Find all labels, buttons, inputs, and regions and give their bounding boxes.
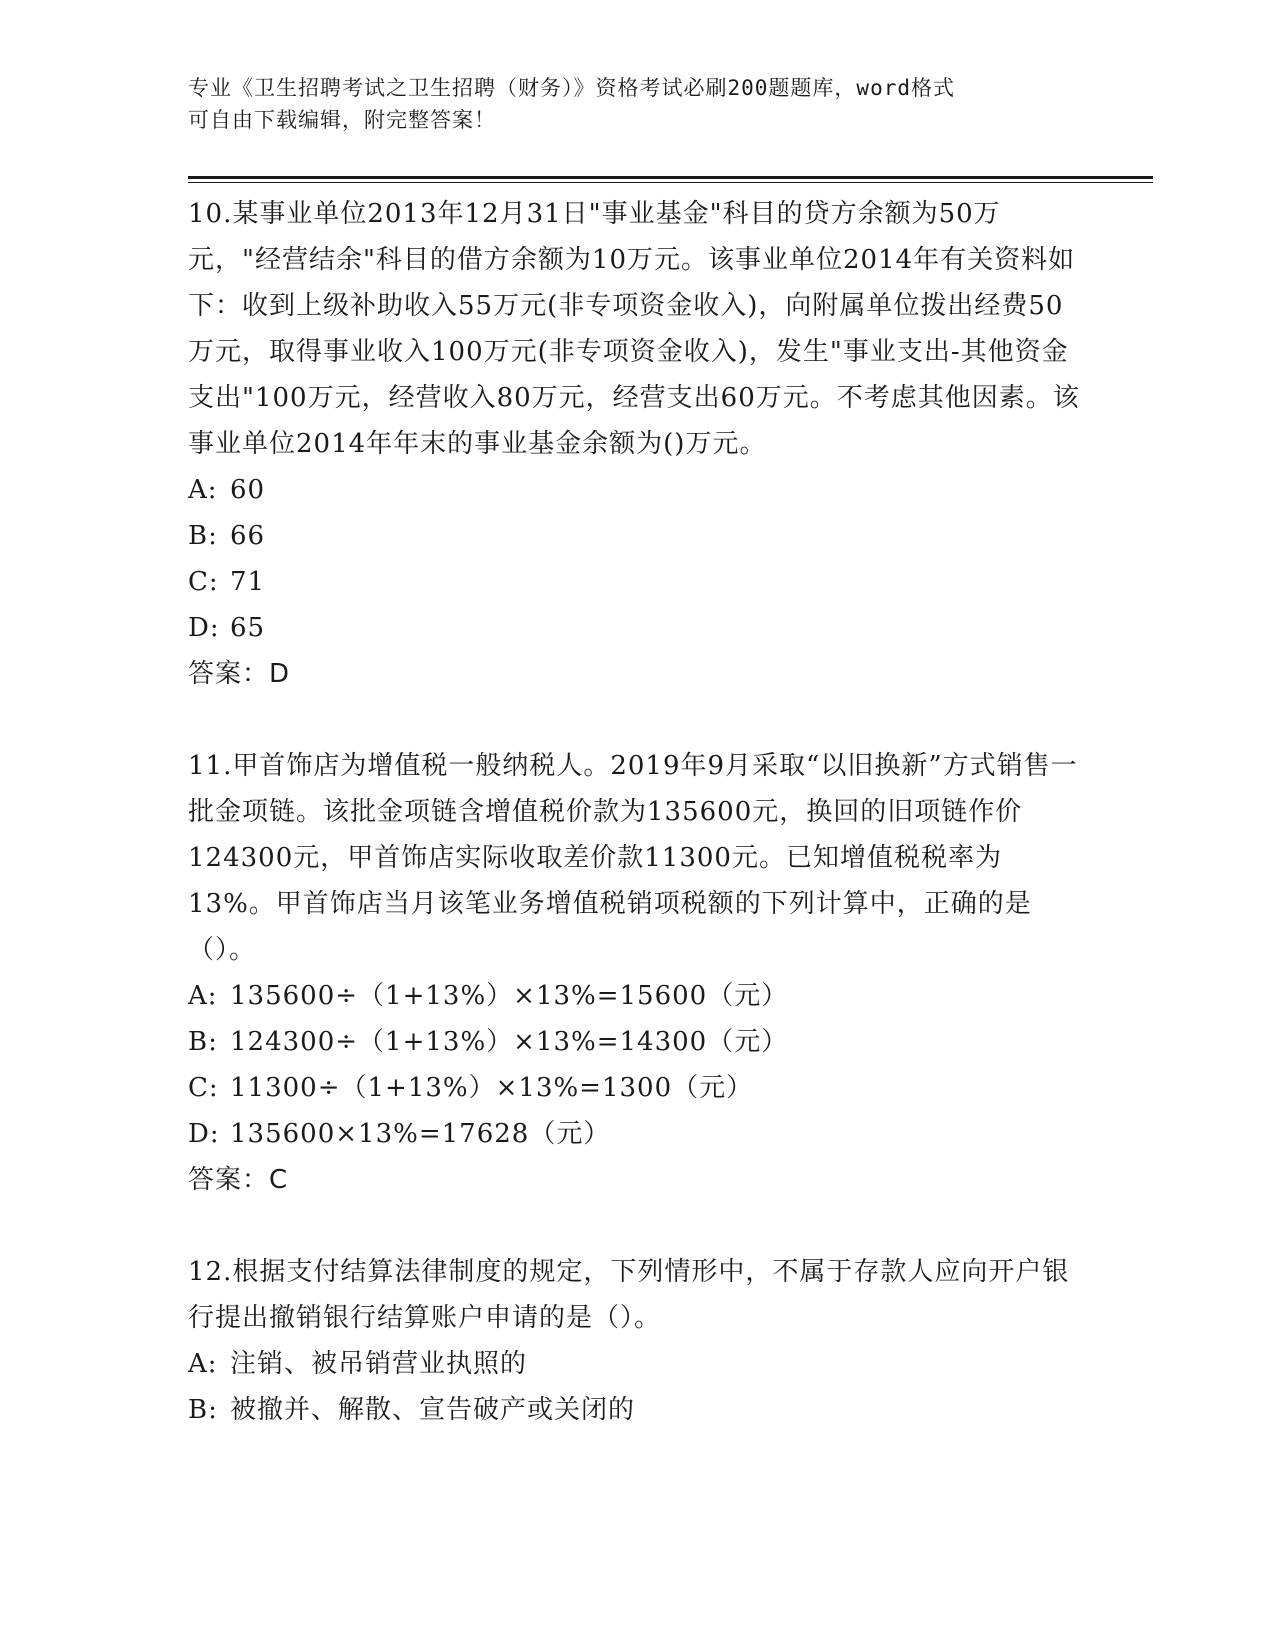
option-text: 66 [230,521,266,551]
question-text: 11.甲首饰店为增值税一般纳税人。2019年9月采取“以旧换新”方式销售一批金项链。该批金项链含增值税价款为135600元，换回的旧项链作价124300元，甲首饰店实际收取差价款11300元。已知增值税税率为13%。甲首饰店当月该笔业务增值税销项税额的下列计算中，正确的是（）。 [188,751,1078,965]
option-a [188,467,1088,513]
question-text: 12.根据支付结算法律制度的规定，下列情形中，不属于存款人应向开户银行提出撤销银行结算账户申请的是（）。 [188,1257,1070,1333]
option-letter: A: [188,1349,218,1379]
header-divider-thick [188,176,1153,179]
option-d [188,605,1088,651]
option-text: 注销、被吊销营业执照的 [230,1349,528,1379]
option-letter: B: [188,521,218,551]
option-letter: A: [188,981,218,1011]
option-c [188,559,1088,605]
option-letter: B: [188,1027,218,1057]
option-a [188,1341,1088,1387]
option-b [188,513,1088,559]
document-header [188,72,1088,136]
option-letter: B: [188,1395,218,1425]
option-text: 11300÷（1+13%）×13%=1300（元） [230,1073,754,1103]
option-letter: A: [188,475,218,505]
header-title-line-1: 专业《卫生招聘考试之卫生招聘（财务）》资格考试必刷200题题库，word格式 [188,76,955,100]
option-letter: C: [188,1073,219,1103]
answer-line: 答案：C [188,1165,289,1195]
question-list [188,191,1088,1479]
option-b [188,1387,1088,1433]
option-c [188,1065,1088,1111]
question-11 [188,743,1088,1203]
answer-line: 答案：D [188,659,291,689]
option-text: 135600÷（1+13%）×13%=15600（元） [230,981,789,1011]
question-text: 10.某事业单位2013年12月31日"事业基金"科目的贷方余额为50万元，"经营结余"科目的借方余额为10万元。该事业单位2014年有关资料如下：收到上级补助收入55万元(非专项资金收入)，向附属单位拨出经费50万元，取得事业收入100万元(非专项资金收入)，发生"事业支出-其他资金支出"100万元，经营收入80万元，经营支出60万元。不考虑其他因素。该事业单位2014年年末的事业基金余额为()万元。 [188,199,1080,459]
option-text: 60 [230,475,266,505]
question-10 [188,191,1088,697]
option-letter: D: [188,1119,220,1149]
option-a [188,973,1088,1019]
option-text: 124300÷（1+13%）×13%=14300（元） [230,1027,789,1057]
header-title-line-2: 可自由下载编辑，附完整答案！ [188,108,496,132]
option-text: 65 [230,613,266,643]
option-text: 71 [230,567,266,597]
question-12 [188,1249,1088,1433]
option-d [188,1111,1088,1157]
option-b [188,1019,1088,1065]
option-letter: D: [188,613,220,643]
option-letter: C: [188,567,219,597]
option-text: 被撤并、解散、宣告破产或关闭的 [230,1395,636,1425]
header-divider-thin [188,182,1153,183]
option-text: 135600×13%=17628（元） [230,1119,611,1149]
